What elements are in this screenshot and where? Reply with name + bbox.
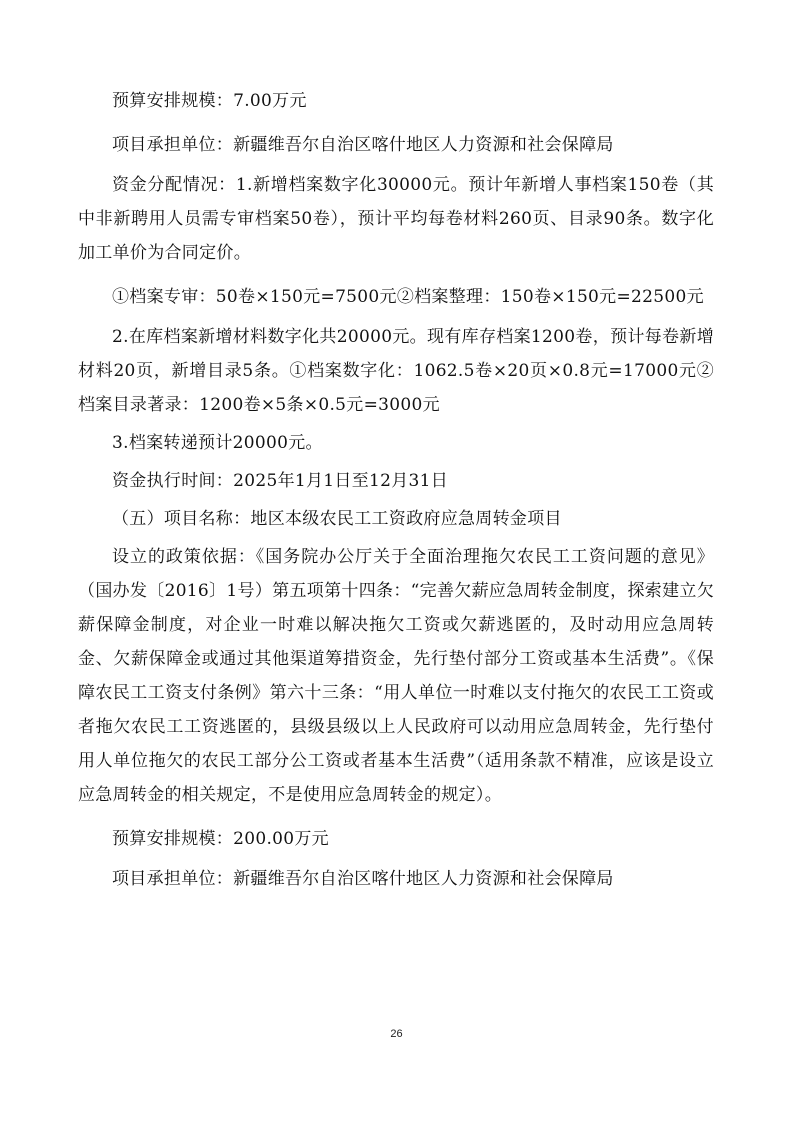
document-body — [78, 84, 714, 896]
archive-review-paragraph: ①档案专审：50卷×150元=7500元②档案整理：150卷×150元=22500元 — [112, 287, 704, 307]
responsible-unit-paragraph: 项目承担单位：新疆维吾尔自治区喀什地区人力资源和社会保障局 — [112, 135, 614, 155]
budget-scale-paragraph-2: 预算安排规模：200.00万元 — [112, 829, 329, 849]
project-heading: （五）项目名称：地区本级农民工工资政府应急周转金项目 — [112, 509, 562, 529]
archive-transfer-paragraph: 3.档案转递预计20000元。 — [112, 433, 323, 453]
archive-digitization-paragraph: 2.在库档案新增材料数字化共20000元。现有库存档案1200卷，预计每卷新增材料20页，新增目录5条。①档案数字化：1062.5卷×20页×0.8元=17000元②档案目录著录：1200卷×5条×0.5元=3000元 — [78, 327, 714, 415]
responsible-unit-paragraph-2: 项目承担单位：新疆维吾尔自治区喀什地区人力资源和社会保障局 — [112, 869, 614, 889]
page-number: 26 — [390, 1028, 403, 1040]
fund-allocation-paragraph: 资金分配情况：1.新增档案数字化30000元。预计年新增人事档案150卷（其中非新聘用人员需专审档案50卷），预计平均每卷材料260页、目录90条。数字化加工单价为合同定价。 — [78, 175, 714, 263]
policy-basis-paragraph: 设立的政策依据：《国务院办公厅关于全面治理拖欠农民工工资问题的意见》（国办发〔2016〕1号）第五项第十四条：“完善欠薪应急周转金制度，探索建立欠薪保障金制度，对企业一时难以解决拖欠工资或欠薪逃匿的，及时动用应急周转金、欠薪保障金或通过其他渠道筹措资金，先行垫付部分工资或基本生活费”。《保障农民工工资支付条例》第六十三条：“用人单位一时难以支付拖欠的农民工工资或者拖欠农民工工资逃匿的，县级县级以上人民政府可以动用应急周转金，先行垫付用人单位拖欠的农民工部分公工资或者基本生活费”（适用条款不精准，应该是设立应急周转金的相关规定，不是使用应急周转金的规定）。 — [78, 547, 714, 805]
budget-scale-paragraph: 预算安排规模：7.00万元 — [112, 91, 307, 111]
execution-time-paragraph: 资金执行时间：2025年1月1日至12月31日 — [112, 471, 449, 491]
